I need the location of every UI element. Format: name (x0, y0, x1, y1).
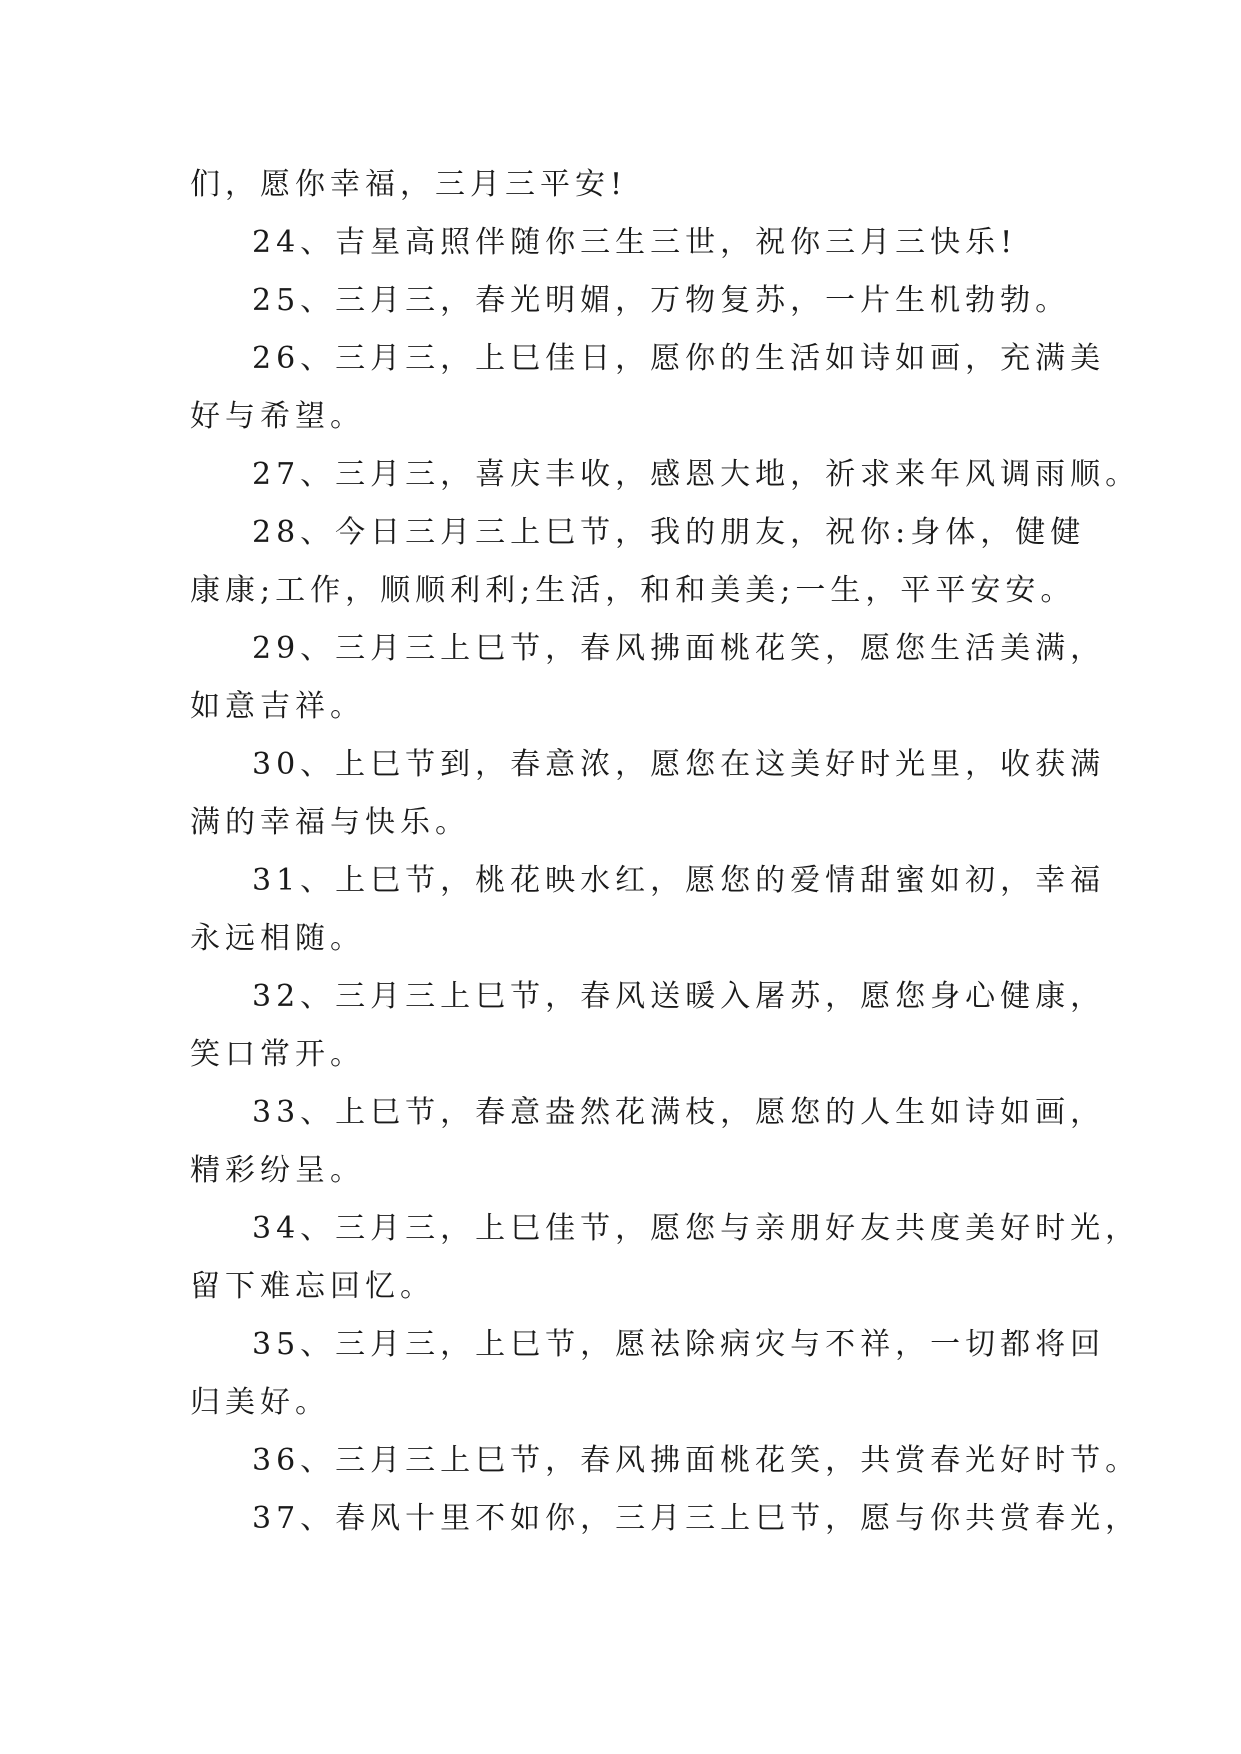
text-line: 29、三月三上巳节，春风拂面桃花笑，愿您生活美满， (252, 631, 1106, 666)
text-line: 32、三月三上巳节，春风送暖入屠苏，愿您身心健康， (252, 979, 1106, 1014)
text-line: 永远相随。 (190, 921, 365, 956)
text-line: 27、三月三，喜庆丰收，感恩大地，祈求来年风调雨顺。 (252, 457, 1141, 492)
text-line: 35、三月三，上巳节，愿祛除病灾与不祥，一切都将回 (252, 1327, 1106, 1362)
text-line: 25、三月三，春光明媚，万物复苏，一片生机勃勃。 (252, 283, 1071, 318)
text-line: 康康;工作，顺顺利利;生活，和和美美;一生，平平安安。 (190, 573, 1076, 608)
text-line: 满的幸福与快乐。 (190, 805, 470, 840)
text-line: 归美好。 (190, 1385, 330, 1420)
text-line: 34、三月三，上巳佳节，愿您与亲朋好友共度美好时光， (252, 1211, 1141, 1246)
text-line: 36、三月三上巳节，春风拂面桃花笑，共赏春光好时节。 (252, 1443, 1141, 1478)
text-line: 28、今日三月三上巳节，我的朋友，祝你:身体，健健 (252, 515, 1086, 550)
text-line: 们，愿你幸福，三月三平安! (190, 167, 628, 202)
text-line: 好与希望。 (190, 399, 365, 434)
text-line: 26、三月三，上巳佳日，愿你的生活如诗如画，充满美 (252, 341, 1106, 376)
text-line: 留下难忘回忆。 (190, 1269, 435, 1304)
text-line: 31、上巳节，桃花映水红，愿您的爱情甜蜜如初，幸福 (252, 863, 1106, 898)
text-line: 33、上巳节，春意盎然花满枝，愿您的人生如诗如画， (252, 1095, 1106, 1130)
text-line: 24、吉星高照伴随你三生三世，祝你三月三快乐! (252, 225, 1018, 260)
text-line: 笑口常开。 (190, 1037, 365, 1072)
text-line: 如意吉祥。 (190, 689, 365, 724)
text-line: 30、上巳节到，春意浓，愿您在这美好时光里，收获满 (252, 747, 1106, 782)
text-line: 37、春风十里不如你，三月三上巳节，愿与你共赏春光， (252, 1501, 1141, 1536)
text-line: 精彩纷呈。 (190, 1153, 365, 1188)
